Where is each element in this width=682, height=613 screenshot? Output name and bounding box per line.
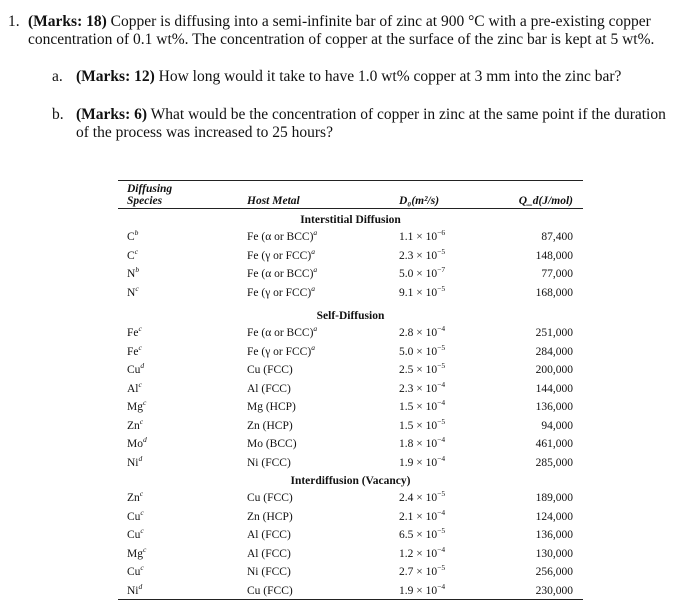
- species-cell: [127, 507, 144, 524]
- qd-cell: 94,000: [541, 419, 573, 432]
- diffusion-data-table: [118, 180, 583, 600]
- species-footnote: c: [142, 544, 147, 554]
- part-a-letter: a.: [52, 68, 63, 85]
- table-bottom-rule: [118, 599, 583, 600]
- species-name: Cu: [127, 364, 141, 376]
- species-cell: [127, 416, 144, 433]
- species-footnote: c: [142, 398, 147, 408]
- species-footnote: c: [140, 563, 144, 573]
- host-metal-cell: [247, 510, 293, 524]
- species-name: N: [127, 286, 136, 299]
- d0-cell: [399, 581, 446, 598]
- host-metal-name: Fe (γ or FCC): [247, 249, 312, 262]
- d0-exponent: −5: [437, 342, 446, 352]
- d0-mantissa: 5.0 × 10: [399, 345, 438, 358]
- species-cell: [127, 246, 139, 263]
- species-footnote: c: [138, 379, 142, 389]
- d0-mantissa: 2.3 × 10: [399, 249, 438, 262]
- d0-exponent: −4: [437, 507, 446, 517]
- species-footnote: d: [138, 581, 143, 591]
- species-cell: [127, 267, 139, 281]
- host-metal-name: Fe (γ or FCC): [247, 345, 312, 358]
- part-b-body: What would be the concentration of copper in zinc at the same point if the duration of the process was increased to 25 hours?: [76, 106, 666, 141]
- species-footnote: d: [140, 361, 145, 371]
- species-footnote: c: [134, 246, 139, 256]
- host-metal-cell: [247, 547, 291, 561]
- species-cell: [127, 363, 144, 377]
- species-name: C: [127, 249, 135, 262]
- question-text: [28, 13, 678, 49]
- qd-cell: 256,000: [535, 566, 573, 578]
- host-metal-cell: [247, 342, 315, 359]
- part-a-text: [76, 68, 676, 86]
- d0-exponent: −4: [437, 324, 446, 334]
- species-name: Al: [127, 382, 139, 395]
- species-name: Zn: [127, 419, 140, 432]
- d0-cell: [399, 528, 445, 542]
- d0-exponent: −6: [437, 228, 446, 238]
- d0-mantissa: 2.7 × 10: [399, 566, 438, 578]
- header-host-metal: Host Metal: [247, 195, 300, 207]
- qd-cell: 284,000: [535, 345, 573, 358]
- host-metal-name: Cu (FCC): [247, 492, 293, 504]
- host-metal-cell: [247, 400, 296, 414]
- d0-cell: [399, 544, 446, 561]
- host-metal-cell: [247, 419, 293, 433]
- d0-exponent: −5: [437, 283, 446, 293]
- host-metal-name: Fe (α or BCC): [247, 327, 314, 339]
- part-a-marks: (Marks: 12): [76, 68, 155, 85]
- d0-mantissa: 1.9 × 10: [399, 584, 438, 597]
- qd-cell: 189,000: [535, 492, 573, 504]
- part-b-text: [76, 106, 666, 142]
- d0-exponent: −5: [437, 489, 446, 499]
- section-title: Self-Diffusion: [316, 310, 385, 322]
- species-name: Mg: [127, 401, 143, 413]
- d0-mantissa: 1.1 × 10: [399, 231, 438, 243]
- host-footnote: a: [313, 324, 318, 334]
- question-marks: (Marks: 18): [28, 13, 107, 30]
- qd-cell: 285,000: [535, 456, 573, 469]
- part-a-body: How long would it take to have 1.0 wt% copper at 3 mm into the zinc bar?: [158, 68, 622, 85]
- species-cell: [127, 581, 143, 598]
- host-metal-cell: [247, 246, 315, 263]
- host-metal-cell: [247, 528, 291, 542]
- species-name: C: [127, 231, 135, 243]
- d0-mantissa: 5.0 × 10: [399, 268, 438, 280]
- host-metal-name: Cu (FCC): [247, 584, 293, 597]
- d0-mantissa: 2.4 × 10: [399, 492, 438, 504]
- host-metal-name: Zn (HCP): [247, 510, 293, 523]
- species-name: Cu: [127, 529, 141, 541]
- host-metal-cell: [247, 230, 317, 244]
- species-footnote: d: [138, 453, 143, 463]
- qd-cell: 148,000: [535, 249, 573, 262]
- part-b-marks: (Marks: 6): [76, 106, 148, 123]
- species-cell: [127, 283, 139, 300]
- species-cell: [127, 544, 147, 561]
- species-cell: [127, 230, 138, 244]
- species-cell: [127, 400, 146, 414]
- d0-exponent: −5: [437, 416, 446, 426]
- host-metal-cell: [247, 382, 291, 396]
- qd-cell: 136,000: [535, 529, 573, 541]
- species-name: N: [127, 268, 136, 280]
- d0-exponent: −4: [437, 544, 446, 554]
- header-qd: Q_d(J/mol): [518, 195, 573, 207]
- d0-mantissa: 1.2 × 10: [399, 547, 438, 560]
- qd-cell: 130,000: [535, 547, 573, 560]
- species-footnote: c: [138, 342, 142, 352]
- d0-cell: [399, 342, 446, 359]
- qd-cell: 461,000: [535, 438, 573, 450]
- d0-mantissa: 1.5 × 10: [399, 401, 438, 413]
- header-bottom-rule: [118, 208, 583, 209]
- table-top-rule: [118, 180, 583, 181]
- qd-cell: 87,400: [541, 231, 573, 243]
- d0-exponent: −7: [437, 265, 446, 275]
- d0-mantissa: 2.8 × 10: [399, 327, 438, 339]
- species-footnote: c: [135, 283, 139, 293]
- qd-cell: 200,000: [535, 364, 573, 376]
- host-metal-cell: [247, 437, 297, 451]
- d0-exponent: −5: [437, 563, 446, 573]
- host-metal-cell: [247, 283, 315, 300]
- d0-cell: [399, 363, 445, 377]
- qd-cell: 77,000: [541, 268, 573, 280]
- host-footnote: a: [313, 265, 318, 275]
- host-metal-name: Ni (FCC): [247, 566, 291, 578]
- host-metal-name: Al (FCC): [247, 547, 291, 560]
- host-metal-cell: [247, 326, 317, 340]
- host-metal-name: Cu (FCC): [247, 364, 293, 376]
- d0-cell: [399, 437, 445, 451]
- d0-mantissa: 6.5 × 10: [399, 529, 438, 541]
- d0-mantissa: 1.8 × 10: [399, 438, 438, 450]
- host-metal-name: Al (FCC): [247, 529, 291, 541]
- species-name: Ni: [127, 456, 139, 469]
- d0-mantissa: 1.5 × 10: [399, 419, 438, 432]
- qd-cell: 230,000: [535, 584, 573, 597]
- species-footnote: b: [134, 228, 139, 238]
- host-metal-name: Fe (α or BCC): [247, 268, 314, 280]
- d0-cell: [399, 246, 446, 263]
- d0-cell: [399, 507, 446, 524]
- host-footnote: a: [311, 246, 315, 256]
- species-cell: [127, 437, 147, 451]
- d0-cell: [399, 326, 445, 340]
- species-cell: [127, 528, 144, 542]
- species-footnote: d: [142, 435, 147, 445]
- host-metal-name: Al (FCC): [247, 382, 291, 395]
- d0-cell: [399, 565, 445, 579]
- qd-cell: 251,000: [535, 327, 573, 339]
- species-footnote: c: [138, 324, 142, 334]
- species-footnote: c: [139, 416, 144, 426]
- species-cell: [127, 491, 143, 505]
- d0-cell: [399, 416, 446, 433]
- host-metal-cell: [247, 584, 293, 598]
- d0-cell: [399, 283, 446, 300]
- qd-cell: 136,000: [535, 401, 573, 413]
- host-footnote: a: [311, 283, 315, 293]
- host-metal-name: Fe (α or BCC): [247, 231, 314, 243]
- host-metal-name: Mo (BCC): [247, 438, 297, 450]
- d0-mantissa: 2.1 × 10: [399, 510, 438, 523]
- species-footnote: c: [140, 507, 144, 517]
- host-metal-name: Fe (γ or FCC): [247, 286, 312, 299]
- d0-exponent: −4: [437, 379, 446, 389]
- section-title: Interstitial Diffusion: [300, 214, 401, 226]
- host-metal-cell: [247, 491, 293, 505]
- species-name: Fe: [127, 345, 139, 358]
- host-metal-cell: [247, 565, 291, 579]
- species-name: Cu: [127, 510, 141, 523]
- header-species-line1: Diffusing: [127, 183, 173, 195]
- host-metal-name: Zn (HCP): [247, 419, 293, 432]
- host-metal-cell: [247, 267, 317, 281]
- host-metal-name: Mg (HCP): [247, 401, 296, 413]
- d0-exponent: −5: [437, 526, 446, 536]
- species-name: Cu: [127, 566, 141, 578]
- qd-cell: 124,000: [535, 510, 573, 523]
- species-footnote: c: [139, 489, 144, 499]
- d0-mantissa: 9.1 × 10: [399, 286, 438, 299]
- species-footnote: b: [135, 265, 140, 275]
- d0-exponent: −5: [437, 361, 446, 371]
- host-footnote: a: [313, 228, 318, 238]
- species-cell: [127, 326, 142, 340]
- d0-exponent: −4: [437, 453, 446, 463]
- host-metal-cell: [247, 363, 293, 377]
- qd-cell: 144,000: [535, 382, 573, 395]
- d0-cell: [399, 379, 446, 396]
- qd-cell: 168,000: [535, 286, 573, 299]
- section-title: Interdiffusion (Vacancy): [290, 475, 411, 487]
- host-metal-name: Ni (FCC): [247, 456, 291, 469]
- d0-mantissa: 2.5 × 10: [399, 364, 438, 376]
- d0-mantissa: 2.3 × 10: [399, 382, 438, 395]
- species-cell: [127, 453, 143, 470]
- species-name: Mo: [127, 438, 143, 450]
- species-cell: [127, 565, 144, 579]
- d0-mantissa: 1.9 × 10: [399, 456, 438, 469]
- d0-cell: [399, 491, 445, 505]
- d0-exponent: −4: [437, 581, 446, 591]
- host-footnote: a: [311, 342, 315, 352]
- species-name: Mg: [127, 547, 143, 560]
- d0-cell: [399, 230, 445, 244]
- question-body: Copper is diffusing into a semi-infinite bar of zinc at 900 °C with a pre-existing copper concentration of 0.1 wt%. The concentration of copper at the surface of the zinc bar is kept at 5 wt%.: [28, 13, 655, 48]
- host-metal-cell: [247, 456, 291, 470]
- species-footnote: c: [140, 526, 144, 536]
- d0-exponent: −4: [437, 398, 446, 408]
- header-d0: D₀(m²/s): [399, 195, 440, 207]
- d0-cell: [399, 400, 445, 414]
- species-name: Fe: [127, 327, 139, 339]
- header-species-line2: Species: [127, 195, 163, 207]
- species-name: Ni: [127, 584, 139, 597]
- species-cell: [127, 342, 142, 359]
- species-cell: [127, 379, 142, 396]
- question-number: 1.: [8, 13, 20, 30]
- d0-cell: [399, 267, 445, 281]
- part-b-letter: b.: [52, 106, 64, 123]
- d0-exponent: −5: [437, 246, 446, 256]
- d0-cell: [399, 453, 446, 470]
- d0-exponent: −4: [437, 435, 446, 445]
- species-name: Zn: [127, 492, 140, 504]
